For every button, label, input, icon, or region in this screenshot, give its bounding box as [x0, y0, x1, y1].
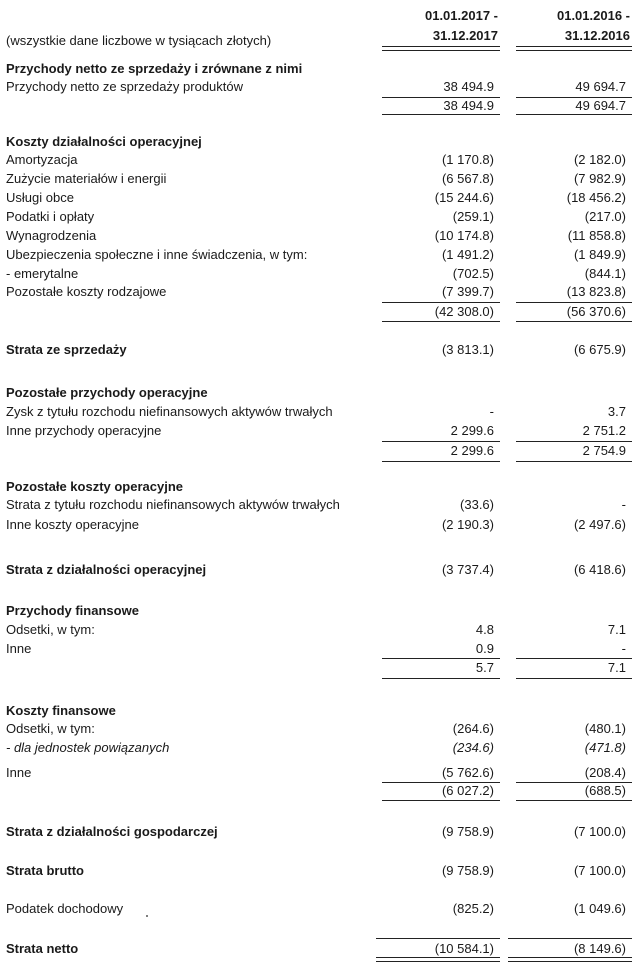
value-2017: (1 170.8) — [441, 152, 494, 167]
row-label: Strata z działalności operacyjnej — [6, 562, 207, 577]
rule — [516, 114, 632, 115]
value-2017: (6 567.8) — [441, 171, 494, 186]
row-interest-revenue — [0, 621, 642, 639]
row-operating-loss — [0, 561, 642, 579]
value-2017: (9 758.9) — [441, 824, 494, 839]
row-label: Zysk z tytułu rozchodu niefinansowych aktywów trwałych — [6, 404, 333, 419]
value-2017: 5.7 — [475, 660, 494, 675]
row-label: Pozostałe koszty operacyjne — [6, 479, 184, 494]
value-2017: (702.5) — [452, 266, 494, 281]
row-other-operating-revenue-total — [0, 442, 642, 460]
value-2016: (7 982.9) — [573, 171, 626, 186]
row-other-financial-costs — [0, 764, 642, 782]
rule — [382, 800, 500, 801]
row-label: Inne — [6, 765, 32, 780]
header-underline-2017 — [382, 46, 500, 51]
row-label: Strata z tytułu rozchodu niefinansowych aktywów trwałych — [6, 497, 340, 512]
value-2017: (42 308.0) — [434, 304, 494, 319]
value-2017: (259.1) — [452, 209, 494, 224]
rule — [382, 678, 500, 679]
row-other-operating-costs — [0, 516, 642, 534]
value-2017: 2 299.6 — [450, 443, 494, 458]
rule — [516, 800, 632, 801]
row-label: Strata z działalności gospodarczej — [6, 824, 218, 839]
section-other-operating-revenue — [0, 384, 642, 402]
row-revenue-total — [0, 97, 642, 115]
rule — [508, 938, 632, 939]
value-2016: - — [621, 497, 626, 512]
row-salaries — [0, 227, 642, 245]
value-2016: (688.5) — [584, 783, 626, 798]
row-gross-loss — [0, 862, 642, 880]
value-2017: 0.9 — [475, 641, 494, 656]
value-2016: (471.8) — [584, 740, 626, 755]
value-2017: (10 174.8) — [434, 228, 494, 243]
row-other-operating-revenue — [0, 422, 642, 440]
rule — [382, 114, 500, 115]
double-rule-2016 — [508, 957, 632, 962]
value-2016: (1 849.9) — [573, 247, 626, 262]
section-operating-costs — [0, 133, 642, 151]
row-label: Strata brutto — [6, 863, 84, 878]
value-2016: 7.1 — [607, 660, 626, 675]
value-2016: (18 456.2) — [566, 190, 626, 205]
row-other-financial-revenue — [0, 640, 642, 658]
value-2016: 3.7 — [607, 404, 626, 419]
row-label: Inne przychody operacyjne — [6, 423, 162, 438]
row-social-security — [0, 246, 642, 264]
value-2017: (7 399.7) — [441, 284, 494, 299]
rule — [516, 461, 632, 462]
row-label: - emerytalne — [6, 266, 79, 281]
value-2016: 49 694.7 — [575, 98, 626, 113]
row-label: Strata ze sprzedaży — [6, 342, 127, 357]
row-label: Koszty finansowe — [6, 703, 116, 718]
row-label: Ubezpieczenia społeczne i inne świadczenia, w tym: — [6, 247, 308, 262]
row-label: Przychody netto ze sprzedaży produktów — [6, 79, 244, 94]
period-2017-start: 01.01.2017 - — [424, 8, 498, 23]
period-header-2017 — [382, 8, 498, 23]
value-2016: (208.4) — [584, 765, 626, 780]
value-2017: (9 758.9) — [441, 863, 494, 878]
period-2017-end: 31.12.2017 — [432, 28, 498, 43]
rule — [376, 938, 500, 939]
row-label: Odsetki, w tym: — [6, 721, 95, 736]
value-2017: (15 244.6) — [434, 190, 494, 205]
value-2016: 7.1 — [607, 622, 626, 637]
row-depreciation — [0, 151, 642, 169]
row-label: Podatki i opłaty — [6, 209, 95, 224]
rule — [516, 321, 632, 322]
row-interest-costs — [0, 720, 642, 738]
value-2017: (1 491.2) — [441, 247, 494, 262]
section-other-operating-costs — [0, 478, 642, 496]
scan-speck — [146, 915, 148, 917]
row-label: - dla jednostek powiązanych — [6, 740, 170, 755]
row-financial-costs-total — [0, 782, 642, 800]
value-2016: (217.0) — [584, 209, 626, 224]
value-2016: - — [621, 641, 626, 656]
row-label: Przychody netto ze sprzedaży i zrównane z nimi — [6, 61, 303, 76]
row-taxes-fees — [0, 208, 642, 226]
rule — [516, 678, 632, 679]
value-2017: 38 494.9 — [443, 98, 494, 113]
value-2016: (6 675.9) — [573, 342, 626, 357]
period-2016-end: 31.12.2016 — [564, 28, 630, 43]
section-revenue — [0, 60, 642, 78]
row-label: Koszty działalności operacyjnej — [6, 134, 202, 149]
row-operating-costs-total — [0, 303, 642, 321]
value-2016: 2 754.9 — [582, 443, 626, 458]
row-external-services — [0, 189, 642, 207]
value-2017: (2 190.3) — [441, 517, 494, 532]
value-2017: (33.6) — [460, 497, 494, 512]
section-financial-costs — [0, 702, 642, 720]
value-2017: (10 584.1) — [434, 941, 494, 956]
period-header-2016 — [516, 8, 630, 23]
row-label: Zużycie materiałów i energii — [6, 171, 167, 186]
row-loss-disposal — [0, 496, 642, 514]
row-label: Amortyzacja — [6, 152, 78, 167]
value-2016: (11 858.8) — [567, 228, 626, 243]
value-2017: (3 813.1) — [441, 342, 494, 357]
row-label: Wynagrodzenia — [6, 228, 97, 243]
value-2016: (6 418.6) — [573, 562, 626, 577]
row-materials — [0, 170, 642, 188]
row-label: Usługi obce — [6, 190, 74, 205]
value-2017: 38 494.9 — [443, 79, 494, 94]
value-2017: (6 027.2) — [441, 783, 494, 798]
value-2016: 49 694.7 — [575, 79, 626, 94]
period-2016-start: 01.01.2016 - — [556, 8, 630, 23]
row-business-loss — [0, 823, 642, 841]
value-2016: (2 182.0) — [573, 152, 626, 167]
row-label: Inne koszty operacyjne — [6, 517, 139, 532]
rule — [382, 321, 500, 322]
header-underline-2016 — [516, 46, 632, 51]
row-related-entities — [0, 739, 642, 757]
row-income-tax — [0, 900, 642, 918]
value-2017: 4.8 — [475, 622, 494, 637]
row-product-sales — [0, 78, 642, 96]
value-2017: (234.6) — [452, 740, 494, 755]
section-financial-revenue — [0, 602, 642, 620]
rule — [382, 461, 500, 462]
value-2016: (7 100.0) — [573, 863, 626, 878]
value-2017: - — [489, 404, 494, 419]
row-label: Przychody finansowe — [6, 603, 139, 618]
row-label: Strata netto — [6, 941, 79, 956]
row-net-loss — [0, 940, 642, 958]
row-label: Pozostałe przychody operacyjne — [6, 385, 208, 400]
row-label: Pozostałe koszty rodzajowe — [6, 284, 167, 299]
value-2016: (13 823.8) — [566, 284, 626, 299]
row-label: Podatek dochodowy — [6, 901, 124, 916]
value-2016: (8 149.6) — [573, 941, 626, 956]
value-2016: (2 497.6) — [573, 517, 626, 532]
value-2017: (825.2) — [452, 901, 494, 916]
value-2017: 2 299.6 — [450, 423, 494, 438]
value-2016: 2 751.2 — [582, 423, 626, 438]
value-2017: (5 762.6) — [441, 765, 494, 780]
value-2017: (3 737.4) — [441, 562, 494, 577]
row-label: Odsetki, w tym: — [6, 622, 95, 637]
value-2017: (264.6) — [452, 721, 494, 736]
value-2016: (480.1) — [584, 721, 626, 736]
value-2016: (7 100.0) — [573, 824, 626, 839]
row-gain-disposal — [0, 403, 642, 421]
row-financial-revenue-total — [0, 659, 642, 677]
row-pension — [0, 265, 642, 283]
row-label: Inne — [6, 641, 32, 656]
row-other-costs — [0, 283, 642, 301]
row-sales-loss — [0, 341, 642, 359]
units-note: (wszystkie dane liczbowe w tysiącach złotych) — [6, 33, 272, 48]
double-rule-2017 — [376, 957, 500, 962]
value-2016: (844.1) — [584, 266, 626, 281]
value-2016: (1 049.6) — [573, 901, 626, 916]
value-2016: (56 370.6) — [566, 304, 626, 319]
